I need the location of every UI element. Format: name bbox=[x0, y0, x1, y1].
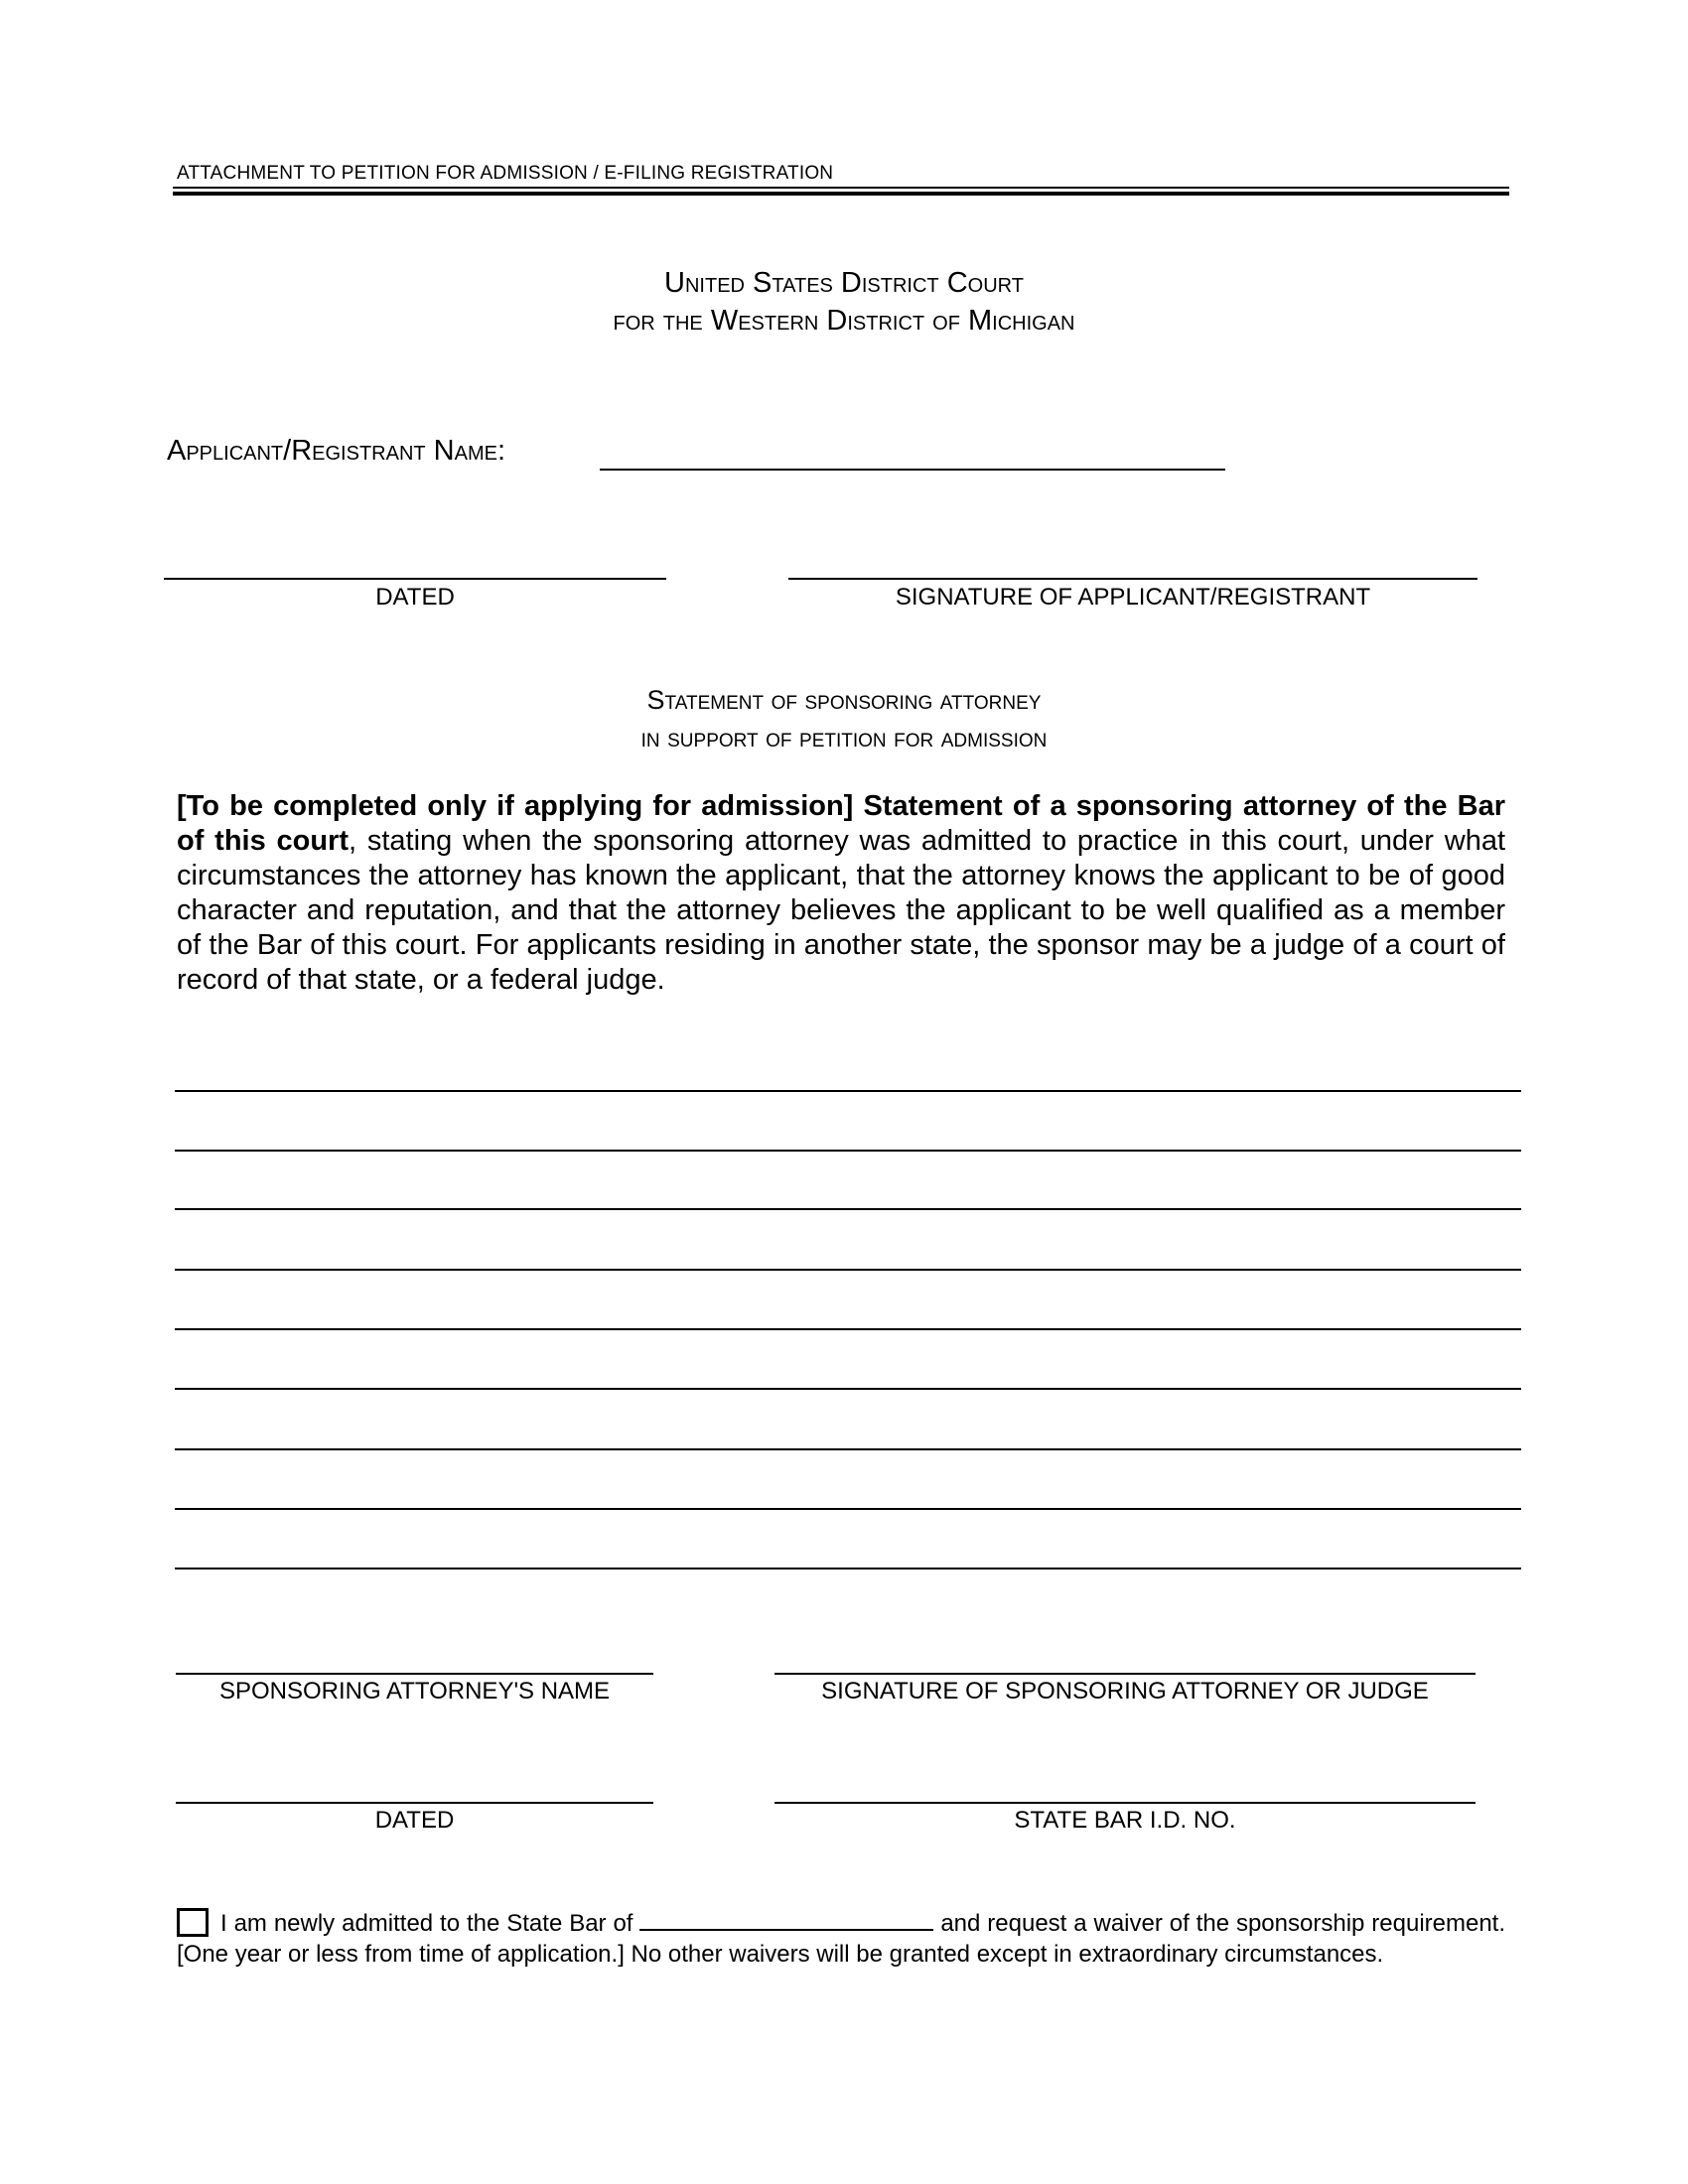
state-bar-id-caption: STATE BAR I.D. NO. bbox=[1014, 1807, 1236, 1834]
statement-line[interactable] bbox=[175, 1448, 1521, 1450]
statement-instructions bbox=[177, 789, 1505, 998]
waiver-checkbox[interactable] bbox=[177, 1908, 209, 1937]
sponsor-signature-field[interactable] bbox=[774, 1673, 1476, 1675]
court-name: United States District Court bbox=[664, 267, 1024, 299]
applicant-name-label: Applicant/Registrant Name: bbox=[167, 435, 505, 467]
statement-instructions-body: , stating when the sponsoring attorney was admitted to practice in this court, under what circumstances the attorney has known the applicant, that the attorney knows the applicant to be of good character and reputation, and that the attorney believes the applicant to be well qualified as a member of the Bar of this court. For applicants residing in another state, the sponsor may be a judge of a court of record of that state, or a federal judge. bbox=[177, 825, 1506, 996]
sponsor-name-field[interactable] bbox=[176, 1673, 653, 1675]
header-rule-thin bbox=[173, 187, 1509, 189]
state-bar-name-field[interactable] bbox=[639, 1909, 933, 1931]
sponsor-name-caption: SPONSORING ATTORNEY'S NAME bbox=[218, 1678, 611, 1705]
applicant-signature-caption: SIGNATURE OF APPLICANT/REGISTRANT bbox=[895, 584, 1371, 611]
applicant-dated-caption: DATED bbox=[375, 584, 455, 611]
sponsor-dated-caption: DATED bbox=[374, 1807, 455, 1834]
sponsor-dated-field[interactable] bbox=[176, 1802, 653, 1804]
statement-line[interactable] bbox=[175, 1568, 1521, 1570]
statement-line[interactable] bbox=[175, 1269, 1521, 1271]
statement-line[interactable] bbox=[175, 1508, 1521, 1510]
waiver-text-lead: I am newly admitted to the State Bar of bbox=[220, 1910, 633, 1937]
waiver-text-rest: and request a waiver of the sponsorship requirement. [One year or less from time of application.] No other waivers will be granted except in extraordinary circumstances. bbox=[177, 1910, 1506, 1968]
statement-instructions-bold: [To be completed only if applying for admission] Statement of a sponsoring attorney of the Bar of this court bbox=[177, 790, 1505, 857]
sponsor-signature-caption: SIGNATURE OF SPONSORING ATTORNEY OR JUDGE bbox=[821, 1678, 1429, 1705]
statement-line[interactable] bbox=[175, 1208, 1521, 1210]
applicant-signature-field[interactable] bbox=[788, 578, 1477, 580]
statement-line[interactable] bbox=[175, 1388, 1521, 1390]
statement-subtitle: in support of petition for admission bbox=[640, 723, 1048, 752]
state-bar-id-field[interactable] bbox=[774, 1802, 1476, 1804]
statement-line[interactable] bbox=[175, 1090, 1521, 1092]
applicant-name-field[interactable] bbox=[600, 469, 1225, 471]
court-district: for the Western District of Michigan bbox=[613, 305, 1075, 337]
statement-title: Statement of sponsoring attorney bbox=[646, 685, 1042, 715]
applicant-dated-field[interactable] bbox=[164, 578, 666, 580]
attachment-header-title: ATTACHMENT TO PETITION FOR ADMISSION / E-FILING REGISTRATION bbox=[177, 163, 834, 184]
waiver-statement bbox=[177, 1908, 1505, 1970]
statement-line[interactable] bbox=[175, 1150, 1521, 1152]
statement-line[interactable] bbox=[175, 1328, 1521, 1330]
header-rule-thick bbox=[173, 192, 1509, 196]
